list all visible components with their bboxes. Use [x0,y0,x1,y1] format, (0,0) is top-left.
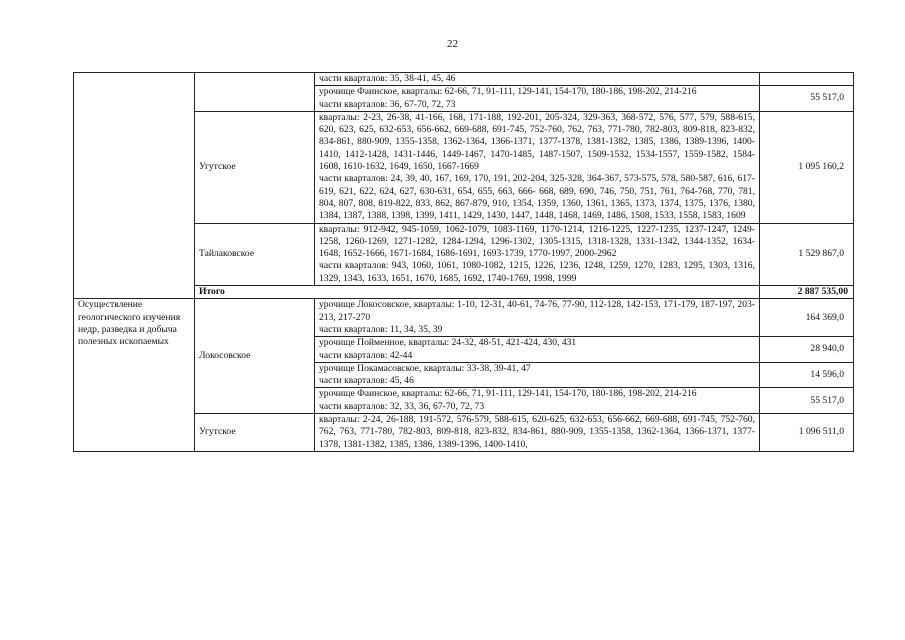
table-row [74,73,854,86]
area-value-cell: 55 517,0 [760,388,854,414]
areas-cell: кварталы: 912-942, 945-1059, 1062-1079, 1083-1169, 1170-1214, 1216-1225, 1227-1235, 1237-1247, 1249-1258, 1260-1269, 1271-1282, 1284-1294, 1296-1302, 1305-1315, 1318-1328, 1331-1342, 1344-1352, 1634-1648, 1652-1666, 1671-1684, 1686-1691, 1693-1739, 1770-1997, 2000-2962 части кварталов: 943, 1060, 1061, 1080-1082, 1215, 1226, 1236, 1248, 1259, 1270, 1283, 1295, 1303, 1316, 1329, 1343, 1633, 1651, 1670, 1685, 1692, 1740-1769, 1998, 1999 [315,223,760,285]
purpose-cell: Осуществление геологического изучения недр, разведка и добыча полезных ископаемых [74,299,195,452]
areas-cell: кварталы: 2-23, 26-38, 41-166, 168, 171-188, 192-201, 205-324, 329-363, 368-572, 576, 577, 579, 588-615, 620, 623, 625, 632-653, 656-662, 669-688, 691-745, 752-760, 762, 763, 771-780, 782-803, 809-818, 823-832, 834-861, 880-909, 1355-1358, 1362-1364, 1366-1371, 1377-1378, 1381-1382, 1385, 1386, 1389-1396, 1400-1410, 1412-1428, 1431-1446, 1449-1467, 1470-1485, 1487-1507, 1509-1532, 1534-1557, 1559-1582, 1584-1608, 1610-1632, 1649, 1650, 1667-1669 части кварталов: 24, 39, 40, 167, 169, 170, 191, 202-204, 325-328, 364-367, 573-575, 578, 580-587, 616, 617-619, 621, 622, 624, 627, 630-631, 654, 655, 663, 666- 668, 689, 690, 746, 750, 751, 761, 764-768, 770, 781, 804, 807, 808, 819-822, 833, 862, 867-879, 910, 1354, 1359, 1360, 1361, 1365, 1373, 1374, 1375, 1376, 1380, 1384, 1387, 1388, 1398, 1399, 1411, 1429, 1430, 1447, 1448, 1468, 1469, 1486, 1508, 1533, 1558, 1583, 1609 [315,111,760,223]
district-name: Тайлаковское [195,223,315,285]
areas-cell: урочище Фаинское, кварталы: 62-66, 71, 91-111, 129-141, 154-170, 180-186, 198-202, 214-216 части кварталов: 36, 67-70, 72, 73 [315,86,760,112]
areas-cell: урочище Покамасовское, кварталы: 33-38, 39-41, 47 части кварталов: 45, 46 [315,362,760,388]
area-value-cell: 55 517,0 [760,86,854,112]
area-value-cell [760,73,854,86]
district-cell-empty [195,73,315,112]
area-value-cell: 14 596,0 [760,362,854,388]
areas-cell: кварталы: 2-24, 26-188, 191-572, 576-579, 588-615, 620-625, 632-653, 656-662, 669-688, 691-745, 752-760, 762, 763, 771-780, 782-803, 809-818, 823-832, 834-861, 880-909, 1355-1358, 1362-1364, 1366-1371, 1377-1378, 1381-1382, 1385, 1386, 1389-1396, 1400-1410, [315,414,760,452]
forest-areas-table [73,72,854,452]
total-label: Итого [195,286,760,299]
page-number: 22 [447,38,458,50]
areas-cell: урочище Фаинское, кварталы: 62-66, 71, 91-111, 129-141, 154-170, 180-186, 198-202, 214-216 части кварталов: 32, 33, 36, 67-70, 72, 73 [315,388,760,414]
purpose-cell-empty [74,73,195,299]
district-name: Локосовское [195,299,315,414]
table-row [74,299,854,337]
area-value-cell: 1 529 867,0 [760,223,854,285]
area-value-cell: 1 095 160,2 [760,111,854,223]
area-value-cell: 1 096 511,0 [760,414,854,452]
areas-cell: урочище Локосовское, кварталы: 1-10, 12-31, 40-61, 74-76, 77-90, 112-128, 142-153, 171-179, 187-197, 203-213, 217-270 части кварталов: 11, 34, 35, 39 [315,299,760,337]
area-value-cell: 164 369,0 [760,299,854,337]
areas-cell: урочище Пойменное, кварталы: 24-32, 48-51, 421-424, 430, 431 части кварталов: 42-44 [315,337,760,363]
total-value: 2 887 535,00 [760,286,854,299]
district-name: Угутское [195,111,315,223]
district-name: Угутское [195,414,315,452]
area-value-cell: 28 940,0 [760,337,854,363]
areas-cell: части кварталов: 35, 38-41, 45, 46 [315,73,760,86]
